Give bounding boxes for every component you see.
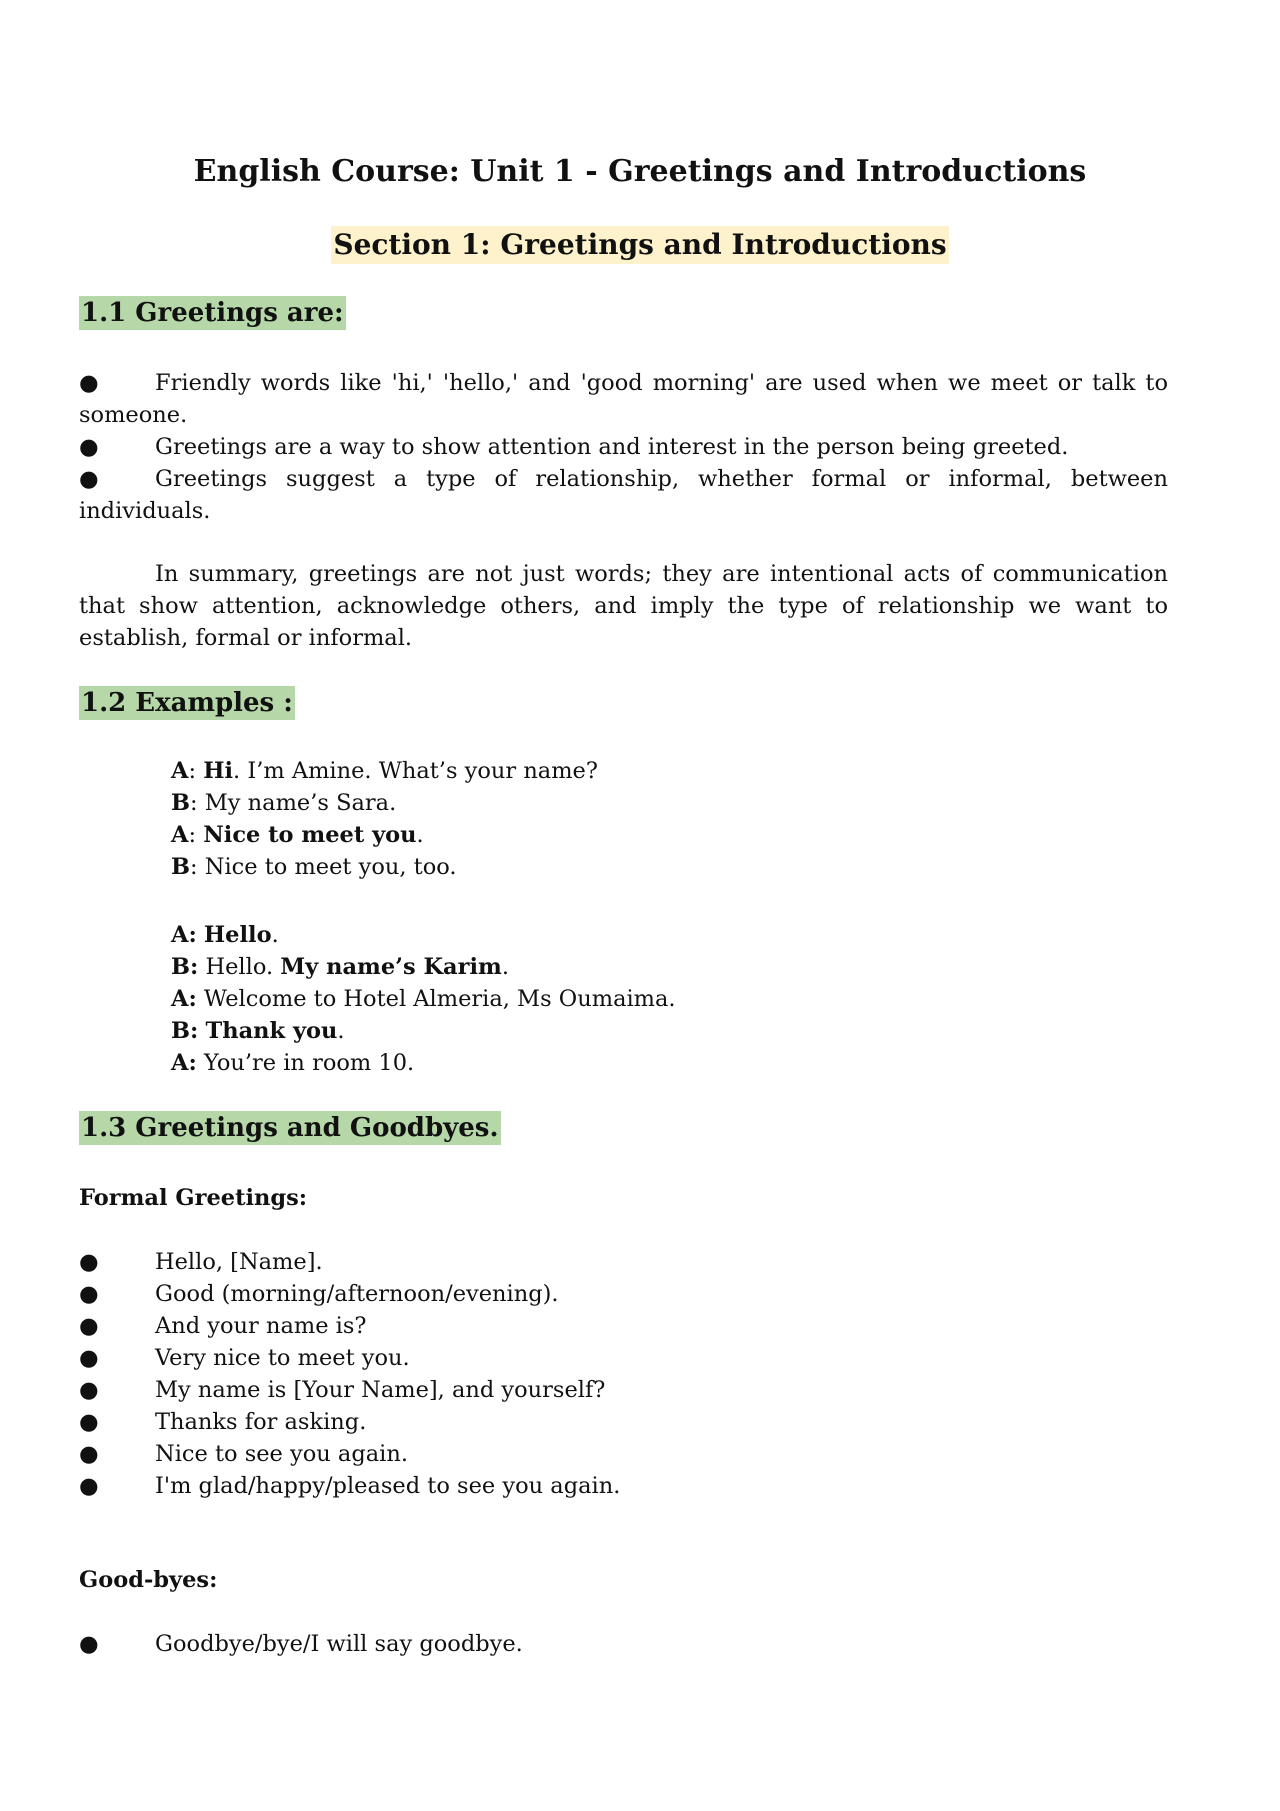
dialog-line: A: Welcome to Hotel Almeria, Ms Oumaima.: [171, 986, 676, 1012]
dialog-line: A: Hi. I’m Amine. What’s your name?: [171, 758, 598, 784]
bullet-icon: ●: [79, 1281, 99, 1307]
bullet-icon: ●: [79, 434, 99, 460]
list-item: ● Friendly words like 'hi,' 'hello,' and 'good morning' are used when we meet or talk to someone.: [79, 367, 1168, 431]
dialog-line: B: Nice to meet you, too.: [171, 854, 457, 880]
bullet-icon: ●: [79, 1631, 99, 1657]
list-item: ● Greetings suggest a type of relationship, whether formal or informal, between individuals.: [79, 463, 1168, 527]
bullet-icon: ●: [79, 370, 99, 396]
heading-1-1: 1.1 Greetings are:: [81, 298, 344, 328]
heading-1-2: 1.2 Examples :: [81, 688, 293, 718]
dialog-line: A: Hello.: [171, 922, 279, 948]
dialog-line: B: Hello. My name’s Karim.: [171, 954, 509, 980]
list-item: ● Greetings are a way to show attention and interest in the person being greeted.: [79, 431, 1168, 463]
dialog-1: [171, 755, 598, 883]
list-item: ● I'm glad/happy/pleased to see you again.: [79, 1470, 620, 1502]
dialog-2: [171, 919, 676, 1079]
section-title: Section 1: Greetings and Introductions: [331, 226, 948, 264]
bullet-icon: ●: [79, 1313, 99, 1339]
bullet-icon: ●: [79, 466, 99, 492]
dialog-line: B: My name’s Sara.: [171, 790, 397, 816]
bullet-icon: ●: [79, 1409, 99, 1435]
goodbyes-label: Good-byes:: [79, 1567, 218, 1593]
dialog-line: A: You’re in room 10.: [171, 1050, 415, 1076]
greetings-bullet-list: [79, 367, 1168, 527]
bullet-icon: ●: [79, 1345, 99, 1371]
list-item: ● My name is [Your Name], and yourself?: [79, 1374, 620, 1406]
list-item: ● Good (morning/afternoon/evening).: [79, 1278, 620, 1310]
list-item: ● Thanks for asking.: [79, 1406, 620, 1438]
list-item: ● Nice to see you again.: [79, 1438, 620, 1470]
formal-greetings-list: [79, 1246, 620, 1502]
bullet-icon: ●: [79, 1377, 99, 1403]
document-title: English Course: Unit 1 - Greetings and Introductions: [193, 154, 1087, 189]
bullet-icon: ●: [79, 1473, 99, 1499]
bullet-icon: ●: [79, 1441, 99, 1467]
goodbyes-list: [79, 1628, 523, 1660]
formal-greetings-label: Formal Greetings:: [79, 1185, 308, 1211]
bullet-icon: ●: [79, 1249, 99, 1275]
list-item: ● Hello, [Name].: [79, 1246, 620, 1278]
heading-1-3: 1.3 Greetings and Goodbyes.: [81, 1113, 499, 1143]
list-item: ● Very nice to meet you.: [79, 1342, 620, 1374]
section-title-wrap: [0, 226, 1280, 264]
dialog-line: B: Thank you.: [171, 1018, 345, 1044]
list-item: ● And your name is?: [79, 1310, 620, 1342]
list-item: ● Goodbye/bye/I will say goodbye.: [79, 1628, 523, 1660]
summary-paragraph: In summary, greetings are not just words; they are intentional acts of communication that show attention, acknowledge others, and imply the type of relationship we want to establish, formal or informal.: [79, 561, 1168, 651]
dialog-line: A: Nice to meet you.: [171, 822, 424, 848]
